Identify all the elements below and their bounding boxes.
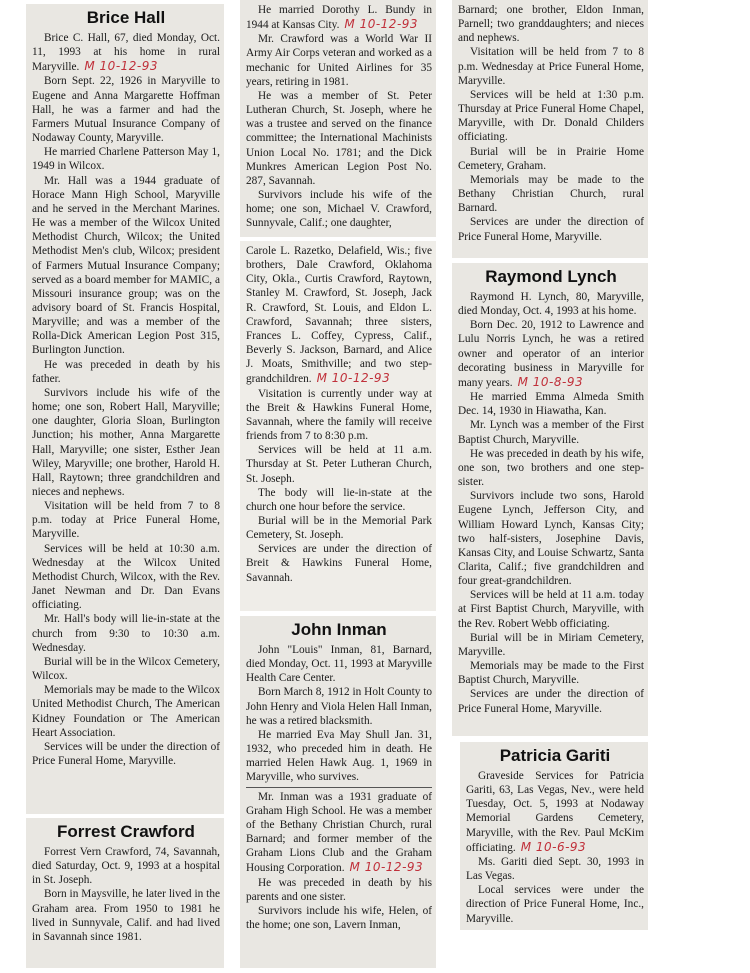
paragraph: He married Dorothy L. Bundy in 1944 at Kansas City. M 10-12-93 (246, 4, 432, 32)
clipping-john-inman (240, 616, 436, 968)
paragraph: Burial will be in the Wilcox Cemetery, Wilcox. (32, 655, 220, 683)
paragraph: Visitation will be held from 7 to 8 p.m. Wednesday at Price Funeral Home, Maryville. (458, 46, 644, 87)
paragraph: He was preceded in death by his parents and one sister. (246, 876, 432, 903)
paragraph: Visitation is currently under way at the Breit & Hawkins Funeral Home, Savannah, where the family will receive friends from 7 to 8:30 p.m. (246, 387, 432, 443)
clipping-inman-continued (452, 0, 648, 258)
handwritten-date-note: M 10-8-93 (517, 374, 584, 389)
handwritten-date-note: M 10-12-93 (344, 17, 419, 32)
paragraph: Ms. Gariti died Sept. 30, 1993 in Las Vegas. (466, 855, 644, 883)
paragraph: Raymond H. Lynch, 80, Maryville, died Monday, Oct. 4, 1993 at his home. (458, 291, 644, 318)
clipping-brice-hall (26, 4, 224, 814)
paragraph: He married Emma Almeda Smith Dec. 14, 1930 in Hiawatha, Kan. (458, 391, 644, 418)
handwritten-date-note: M 10-12-93 (349, 860, 424, 875)
divider (246, 787, 432, 788)
paragraph: Graveside Services for Patricia Gariti, 63, Las Vegas, Nev., were held Tuesday, Oct. 5, 1993 at Nodaway Memorial Gardens Cemetery, Maryville, with the Rev. Paul McKim officiating. M 10-6-93 (466, 770, 644, 854)
paragraph: Burial will be in Prairie Home Cemetery, Graham. (458, 145, 644, 172)
paragraph: Mr. Crawford was a World War II Army Air Corps veteran and worked as a mechanic for United Airlines for 35 years, retiring in 1981. (246, 33, 432, 88)
paragraph: Born Sept. 22, 1926 in Maryville to Eugene and Anna Margarette Hoffman Hall, he was a farmer and had the Farmers Mutual Insurance Company of Nodaway County, Maryville. (32, 75, 220, 145)
paragraph: Visitation will be held from 7 to 8 p.m. today at Price Funeral Home, Maryville. (32, 500, 220, 541)
paragraph: Mr. Lynch was a member of the First Baptist Church, Maryville. (458, 419, 644, 446)
paragraph: He was preceded in death by his wife, one son, two brothers and one step-sister. (458, 447, 644, 489)
clipping-crawford-continued (240, 0, 436, 237)
paragraph: Forrest Vern Crawford, 74, Savannah, died Saturday, Oct. 9, 1993 at a hospital in St. Joseph. (32, 846, 220, 887)
paragraph: Survivors include his wife, Helen, of the home; one son, Lavern Inman, (246, 904, 432, 931)
clipping-patricia-gariti (460, 742, 648, 930)
handwritten-date-note: M 10-12-93 (84, 59, 159, 74)
paragraph: Mr. Hall was a 1944 graduate of Horace Mann High School, Maryville and he served in the Merchant Marines. He was a member of the Wilcox United Methodist Church, Wilcox; the United Methodist Men's club, Wilcox; president of Farmers Mutual Insurance Company; served as a board member for MAMIC, a Missouri insurance group; was on the advisory board of St. Francis Hospital, Maryville; and was a member of the Rolla-Dick American Legion Post 315, Burlington Junction. (32, 174, 220, 357)
obituary-heading-brice-hall: Brice Hall (86, 8, 166, 27)
paragraph: Survivors include two sons, Harold Eugene Lynch, Jefferson City, and William Howard Lynch, Kansas City; two half-sisters, Josephine Davis, Kansas City, and Louise Schwartz, Santa Clarita, Calif.; five grandchildren and four great-grandchildren. (458, 490, 644, 588)
paragraph: Services will be held at 11 a.m. today at First Baptist Church, Maryville, with the Rev. Robert Webb officiating. (458, 589, 644, 630)
paragraph: Burial will be in Miriam Cemetery, Maryville. (458, 631, 644, 658)
paragraph: Services are under the direction of Price Funeral Home, Maryville. (458, 688, 644, 715)
paragraph: He was preceded in death by his father. (32, 358, 220, 385)
paragraph: Brice C. Hall, 67, died Monday, Oct. 11, 1993 at his home in rural Maryville. M 10-12-93 (32, 32, 220, 74)
paragraph: Burial will be in the Memorial Park Cemetery, St. Joseph. (246, 514, 432, 542)
paragraph: Survivors include his wife of the home; one son, Robert Hall, Maryville; one daughter, Gloria Sloan, Burlington Junction; his mother, Anna Margarette Hall, Maryville; one sister, Esther Jean Wiley, Maryville; one brother, Harold H. Hall, Raytown; three grandchildren and nieces and nephews. (32, 386, 220, 498)
paragraph: Services are under the direction of Price Funeral Home, Maryville. (458, 216, 644, 243)
paragraph: Born March 8, 1912 in Holt County to John Henry and Viola Helen Hall Inman, he was a retired blacksmith. (246, 686, 432, 727)
handwritten-date-note: M 10-6-93 (520, 839, 587, 854)
paragraph: John "Louis" Inman, 81, Barnard, died Monday, Oct. 11, 1993 at Maryville Health Care Center. (246, 644, 432, 685)
paragraph: The body will lie-in-state at the church one hour before the service. (246, 486, 432, 513)
paragraph: Services will be held at 10:30 a.m. Wednesday at the Wilcox United Methodist Church, Wilcox, with the Rev. Janet Newman and Dr. Dan Evans officiating. (32, 542, 220, 612)
paragraph: Memorials may be made to the Wilcox United Methodist Church, The American Kidney Foundation or The American Heart Association. (32, 684, 220, 739)
obituary-heading-john-inman: John Inman (291, 620, 387, 639)
paragraph: Born in Maysville, he later lived in the Graham area. From 1950 to 1981 he lived in Sunnyvale, Calif. and had lived in Savannah since 1981. (32, 888, 220, 943)
obituary-heading-raymond-lynch: Raymond Lynch (485, 267, 617, 286)
paragraph: Barnard; one brother, Eldon Inman, Parnell; two granddaughters; and nieces and nephews. (458, 4, 644, 45)
paragraph: Memorials may be made to the First Baptist Church, Maryville. (458, 660, 644, 687)
clipping-crawford-continued-2 (240, 241, 436, 611)
clipping-raymond-lynch (452, 263, 648, 736)
paragraph: Memorials may be made to the Bethany Christian Church, rural Barnard. (458, 173, 644, 215)
paragraph: Services will be under the direction of Price Funeral Home, Maryville. (32, 740, 220, 767)
paragraph: Services are under the direction of Breit & Hawkins Funeral Home, Savannah. (246, 543, 432, 584)
paragraph: He was a member of St. Peter Lutheran Church, St. Joseph, where he was a trustee and served on the finance committee; the International Machinists Union Local No. 1781; and the Dick Munkres American Legion Post No. 287, Savannah. (246, 89, 432, 187)
paragraph: Services will be held at 11 a.m. Thursday at St. Peter Lutheran Church, St. Joseph. (246, 444, 432, 485)
paragraph: Services will be held at 1:30 p.m. Thursday at Price Funeral Home Chapel, Maryville, with Dr. Donald Childers officiating. (458, 88, 644, 144)
paragraph: Mr. Inman was a 1931 graduate of Graham High School. He was a member of the Bethany Christian Church, rural Barnard; and former member of the Graham Lions Club and the Graham Housing Corporation. M 10-12-93 (246, 790, 432, 875)
clipping-forrest-crawford (26, 818, 224, 968)
paragraph: He married Eva May Shull Jan. 31, 1932, who preceded him in death. He married Helen Hawk Aug. 1, 1969 in Maryville, who survives. (246, 728, 432, 784)
paragraph: Carole L. Razetko, Delafield, Wis.; five brothers, Dale Crawford, Oklahoma City, Okla., Curtis Crawford, Raytown, Stanley M. Crawford, St. Joseph, Jack R. Crawford, St. Louis, and Eldon L. Crawford, Savannah; three sisters, Frances L. Coffey, Cypress, Calif., Beverly S. Jackson, Barnard, and Alice J. Moats, Smithville; and two step-grandchildren. M 10-12-93 (246, 245, 432, 386)
paragraph: Local services were under the direction of Price Funeral Home, Inc., Maryville. (466, 884, 644, 925)
paragraph: Mr. Hall's body will lie-in-state at the church from 9:30 to 10:30 a.m. Wednesday. (32, 613, 220, 654)
obituary-heading-forrest-crawford: Forrest Crawford (57, 822, 195, 841)
paragraph: Born Dec. 20, 1912 to Lawrence and Lulu Norris Lynch, he was a retired owner and operator of an interior decorating business in Maryville for many years. M 10-8-93 (458, 319, 644, 389)
handwritten-date-note: M 10-12-93 (316, 371, 391, 386)
paragraph: He married Charlene Patterson May 1, 1949 in Wilcox. (32, 146, 220, 173)
obituary-heading-patricia-gariti: Patricia Gariti (499, 746, 611, 765)
paragraph: Survivors include his wife of the home; one son, Michael V. Crawford, Sunnyvale, Calif.; one daughter, (246, 189, 432, 230)
